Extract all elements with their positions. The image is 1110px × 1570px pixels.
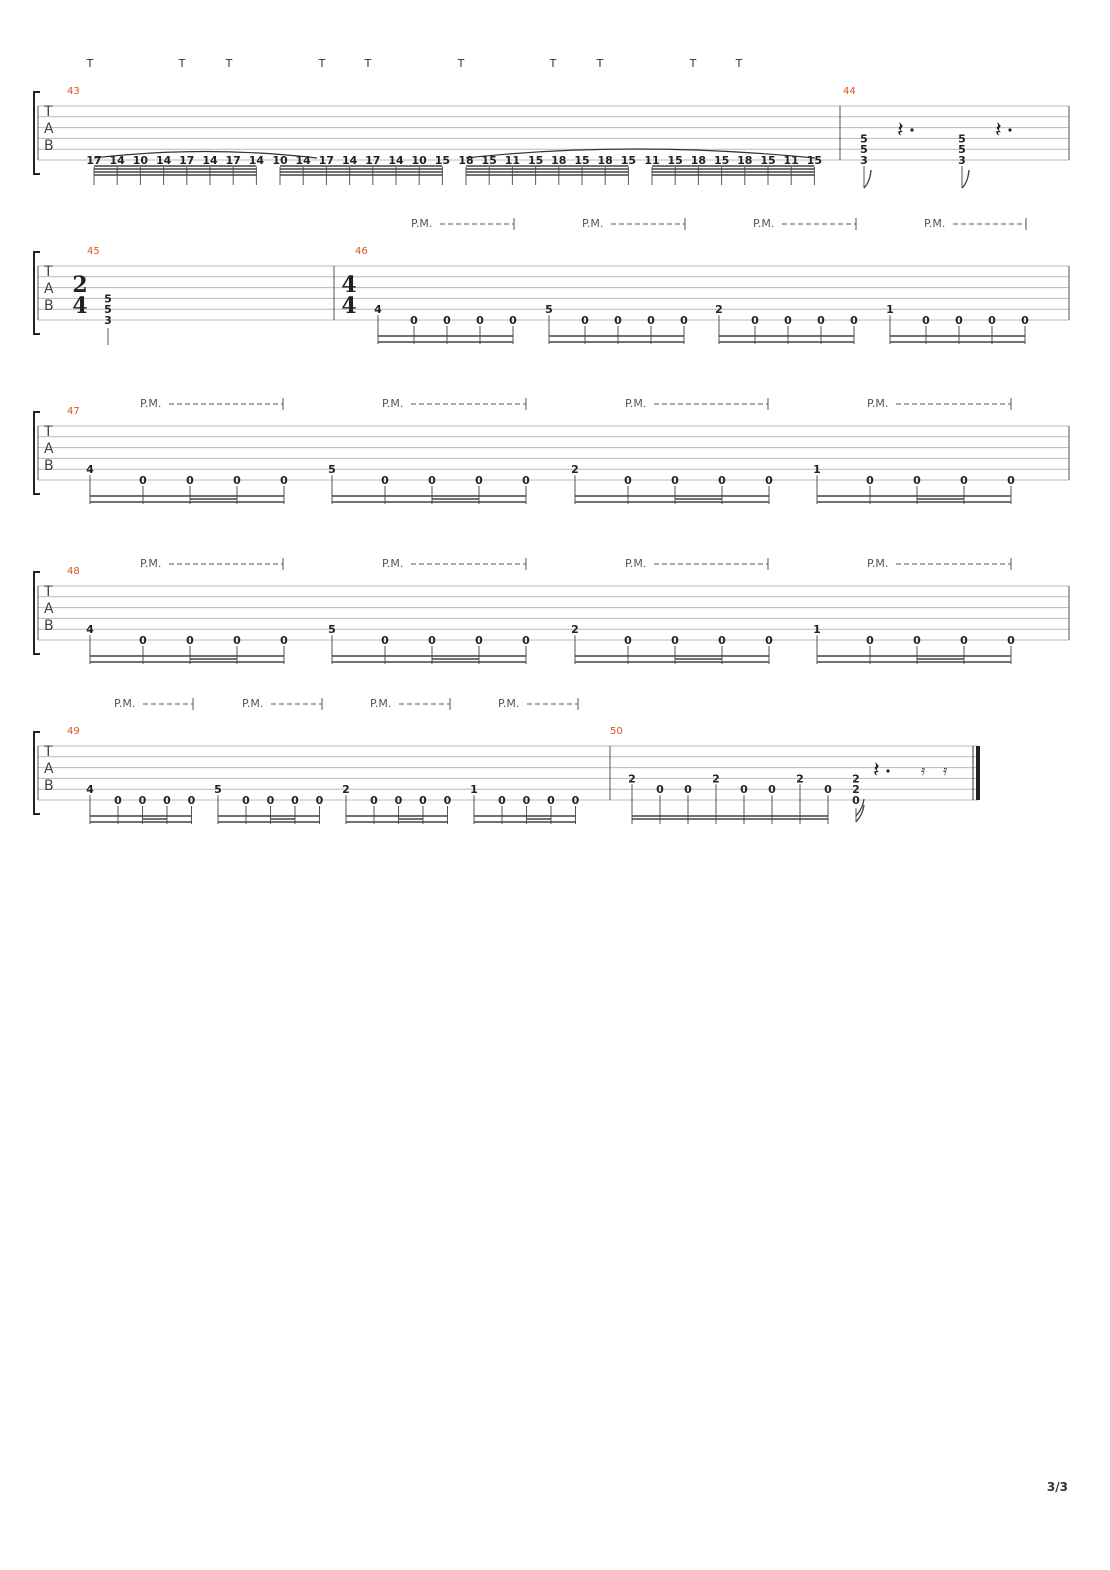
fret-number: 2 [571,463,579,477]
fret-number: 2 [852,772,860,786]
fret-number: 5 [214,783,222,797]
tap-mark: T [178,57,186,70]
fret-number: 10 [272,154,288,167]
fret-number: 0 [410,314,418,327]
fret-number: 0 [817,314,825,327]
measure-number: 47 [67,406,80,417]
fret-number: 0 [186,474,194,487]
fret-number: 0 [960,634,968,647]
tap-mark: T [225,57,233,70]
palm-mute-label: P.M. [411,217,433,230]
tab-letter-a: A [44,281,54,297]
fret-number: 3 [958,154,966,167]
fret-number: 14 [109,154,125,167]
fret-number: 3 [860,154,868,167]
fret-number: 0 [784,314,792,327]
page-number: 3/3 [1046,1480,1068,1494]
fret-number: 0 [475,474,483,487]
fret-number: 1 [813,623,821,637]
fret-number: 0 [419,794,427,807]
measure-number: 45 [87,246,100,257]
fret-number: 14 [202,154,218,167]
fret-number: 0 [138,794,147,807]
fret-number: 0 [740,783,748,797]
system-bracket [34,252,40,334]
fret-number: 0 [614,314,622,327]
fret-number: 0 [233,474,241,487]
fret-number: 0 [581,314,589,327]
fret-number: 10 [132,154,149,167]
system-bracket [34,92,40,174]
fret-number: 4 [86,463,94,477]
fret-number: 5 [860,143,868,157]
fret-number: 15 [574,154,590,167]
fret-number: 5 [104,303,112,317]
fret-number: 0 [381,474,389,487]
fret-number: 0 [647,314,655,327]
time-signature-bottom: 4 [72,293,88,319]
fret-number: 1 [886,303,894,317]
fret-number: 5 [104,292,112,306]
fret-number: 0 [522,474,530,487]
fret-number: 0 [187,794,196,807]
palm-mute-label: P.M. [867,557,889,570]
tab-letter-b: B [44,778,54,794]
fret-number: 0 [671,474,679,487]
fret-number: 0 [428,634,436,647]
dot [910,128,913,131]
fret-number: 11 [504,154,521,167]
fret-number: 0 [1007,474,1015,487]
tab-letter-a: A [44,761,54,777]
fret-number: 2 [571,623,579,637]
tab-letter-b: B [44,618,54,634]
palm-mute-label: P.M. [625,557,647,570]
fret-number: 2 [796,772,804,786]
palm-mute-label: P.M. [242,697,264,710]
tab-letter-t: T [44,744,53,760]
fret-number: 5 [545,303,553,317]
fret-number: 0 [547,794,555,807]
fret-number: 14 [341,154,358,167]
system-bracket [34,412,40,494]
fret-number: 17 [225,154,241,167]
fret-number: 0 [280,634,288,647]
fret-number: 15 [481,154,497,167]
fret-number: 14 [155,154,172,167]
fret-number: 0 [852,794,860,807]
fret-number: 2 [852,783,860,797]
fret-number: 4 [86,783,94,797]
fret-number: 2 [628,772,636,786]
fret-number: 3 [104,314,112,327]
fret-number: 0 [913,634,921,647]
time-signature-top: 2 [72,272,88,298]
fret-number: 0 [824,783,832,797]
time-signature-bottom: 4 [341,293,357,319]
fret-number: 0 [1021,314,1029,327]
fret-number: 0 [624,634,632,647]
tap-mark: T [364,57,372,70]
fret-number: 0 [315,794,324,807]
tab-letter-t: T [44,584,53,600]
fret-number: 0 [394,794,403,807]
tap-mark: T [689,57,697,70]
fret-number: 11 [644,154,660,167]
fret-number: 0 [233,634,241,647]
palm-mute-label: P.M. [370,697,392,710]
palm-mute-label: P.M. [140,397,162,410]
fret-number: 0 [718,634,726,647]
fret-number: 0 [163,794,171,807]
fret-number: 2 [712,772,720,786]
fret-number: 0 [291,794,299,807]
measure-number: 44 [843,86,856,97]
tab-letter-b: B [44,298,54,314]
fret-number: 0 [680,314,688,327]
fret-number: 0 [671,634,679,647]
palm-mute-label: P.M. [753,217,775,230]
measure-number: 46 [355,246,368,257]
fret-number: 0 [139,474,147,487]
fret-number: 0 [114,794,122,807]
fret-number: 0 [765,634,773,647]
fret-number: 15 [434,154,451,167]
sixteenth-rest: 𝄿 [943,763,948,779]
fret-number: 0 [571,794,580,807]
measure-number: 49 [67,726,80,737]
tab-letter-t: T [44,424,53,440]
tab-letter-a: A [44,601,54,617]
fret-number: 11 [783,154,799,167]
tap-mark: T [318,57,326,70]
fret-number: 4 [86,623,94,637]
fret-number: 0 [913,474,921,487]
fret-number: 0 [988,314,996,327]
fret-number: 0 [280,474,288,487]
fret-number: 0 [765,474,773,487]
fret-number: 0 [850,314,858,327]
dot [1008,128,1011,131]
fret-number: 4 [374,303,382,317]
fret-number: 1 [813,463,821,477]
fret-number: 0 [955,314,963,327]
fret-number: 15 [620,154,637,167]
fret-number: 0 [475,634,483,647]
fret-number: 0 [656,783,664,797]
fret-number: 17 [179,154,195,167]
fret-number: 5 [860,132,868,146]
palm-mute-label: P.M. [498,697,520,710]
fret-number: 17 [365,154,381,167]
fret-number: 0 [381,634,389,647]
palm-mute-label: P.M. [114,697,136,710]
fret-number: 0 [370,794,378,807]
palm-mute-label: P.M. [140,557,162,570]
fret-number: 0 [242,794,250,807]
fret-number: 18 [690,154,707,167]
fret-number: 10 [411,154,427,167]
fret-number: 15 [760,154,776,167]
final-barline-thick [976,746,980,800]
fret-number: 18 [737,154,753,167]
quarter-rest: 𝄽 [897,118,904,143]
fret-number: 2 [715,303,723,317]
fret-number: 0 [960,474,968,487]
palm-mute-label: P.M. [625,397,647,410]
fret-number: 15 [713,154,730,167]
tab-letter-b: B [44,458,54,474]
fret-number: 15 [527,154,544,167]
fret-number: 17 [86,154,102,167]
fret-number: 0 [751,314,759,327]
tab-letter-b: B [44,138,54,154]
fret-number: 0 [624,474,632,487]
fret-number: 0 [443,794,452,807]
sixteenth-rest: 𝄿 [921,763,926,779]
tap-mark: T [86,57,94,70]
fret-number: 0 [684,783,692,797]
tap-mark: T [735,57,743,70]
system-bracket [34,572,40,654]
dot [886,769,889,772]
fret-number: 0 [428,474,436,487]
fret-number: 18 [597,154,613,167]
palm-mute-label: P.M. [382,557,404,570]
fret-number: 18 [458,154,474,167]
note-flag [864,170,871,188]
palm-mute-label: P.M. [582,217,604,230]
fret-number: 0 [476,314,484,327]
fret-number: 0 [266,794,275,807]
palm-mute-label: P.M. [867,397,889,410]
tab-letter-a: A [44,121,54,137]
tap-mark: T [549,57,557,70]
fret-number: 0 [443,314,451,327]
fret-number: 0 [718,474,726,487]
fret-number: 0 [139,634,147,647]
fret-number: 2 [342,783,350,797]
measure-number: 43 [67,86,80,97]
fret-number: 14 [248,154,265,167]
measure-number: 50 [610,726,623,737]
fret-number: 17 [318,154,335,167]
fret-number: 0 [866,474,874,487]
palm-mute-label: P.M. [924,217,946,230]
fret-number: 5 [328,463,336,477]
tab-letter-a: A [44,441,54,457]
palm-mute-label: P.M. [382,397,404,410]
fret-number: 0 [522,794,531,807]
system-bracket [34,732,40,814]
fret-number: 1 [470,783,478,797]
fret-number: 0 [186,634,194,647]
fret-number: 15 [667,154,683,167]
fret-number: 0 [768,783,776,797]
fret-number: 14 [388,154,404,167]
tab-letter-t: T [44,104,53,120]
fret-number: 14 [295,154,311,167]
fret-number: 0 [1007,634,1015,647]
fret-number: 5 [958,132,966,146]
tap-mark: T [457,57,465,70]
fret-number: 0 [522,634,530,647]
tap-mark: T [596,57,604,70]
fret-number: 0 [509,314,517,327]
measure-number: 48 [67,566,80,577]
quarter-rest: 𝄽 [995,118,1002,143]
fret-number: 5 [958,143,966,157]
note-flag [962,170,969,188]
fret-number: 0 [866,634,874,647]
fret-number: 0 [922,314,930,327]
time-signature-top: 4 [341,272,357,298]
fret-number: 18 [551,154,567,167]
fret-number: 15 [806,154,823,167]
tab-letter-t: T [44,264,53,280]
quarter-rest: 𝄽 [873,758,880,783]
fret-number: 5 [328,623,336,637]
fret-number: 0 [498,794,506,807]
